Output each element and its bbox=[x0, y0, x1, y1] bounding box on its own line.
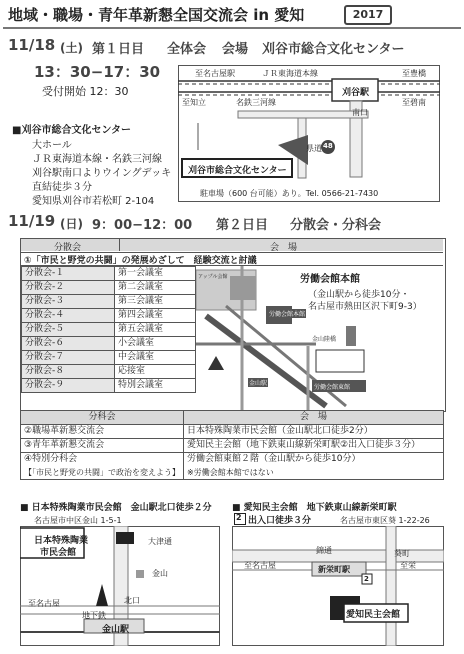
day1-date: 11/18 bbox=[8, 36, 56, 54]
groups-head-venue: 会 場 bbox=[270, 243, 298, 253]
venue-info-name: ■刈谷市総合文化センター bbox=[12, 125, 132, 136]
venue-info-exit: 刈谷駅南口よりウイングデッキ bbox=[32, 168, 172, 179]
group-row bbox=[22, 351, 196, 365]
map-meitetsu: 名鉄三河線 bbox=[236, 98, 276, 107]
venue-info-walk: 直結徒歩３分 bbox=[32, 182, 92, 193]
day2-label: 第２日目 bbox=[216, 218, 269, 233]
subgroup-name: ②職場革新懇交流会 bbox=[21, 425, 184, 439]
br-to-sakae: 至栄 bbox=[400, 561, 416, 570]
group-name: 分散会-４ bbox=[22, 309, 115, 323]
venue-info-lines: ＪＲ東海道本線・名鉄三河線 bbox=[32, 154, 162, 165]
subgroups-head bbox=[21, 411, 444, 425]
br-map bbox=[232, 526, 444, 646]
map-parking: 駐車場（600 台可能）あり。Tel. 0566-21-7430 bbox=[200, 189, 379, 198]
day1-weekday: (土) bbox=[60, 41, 83, 55]
group-name: 分散会-６ bbox=[22, 337, 115, 351]
group-name: 分散会-７ bbox=[22, 351, 115, 365]
map-route-no: 48 bbox=[323, 142, 333, 150]
day1-label: 第１日目 bbox=[92, 42, 145, 57]
subgroup-venue: 愛知民主会館（地下鉄東山線新栄町駅②出入口徒歩３分） bbox=[184, 439, 444, 453]
bl-title: ■ 日本特殊陶業市民会館 金山駅北口徒歩２分 bbox=[20, 503, 212, 513]
br-exit-mark: 2 bbox=[364, 575, 369, 583]
br-station: 新栄町駅 bbox=[318, 565, 350, 574]
group-row bbox=[22, 267, 196, 281]
special-name: ④特別分科会 bbox=[21, 453, 184, 467]
subgroups-head-venue: 会 場 bbox=[184, 411, 444, 425]
br-address: 名古屋市東区葵 1-22-26 bbox=[340, 516, 430, 525]
bl-subway: 地下鉄 bbox=[82, 611, 106, 620]
bl-address: 名古屋市中区金山 1-5-1 bbox=[34, 516, 122, 525]
br-street: 錦通 bbox=[316, 546, 332, 555]
kariya-map bbox=[178, 65, 440, 202]
special-row-1 bbox=[21, 453, 444, 467]
group-name: 分散会-３ bbox=[22, 295, 115, 309]
map-labor-hall: 労働会館本館 bbox=[269, 311, 306, 318]
map-south-exit: 南口 bbox=[352, 108, 368, 117]
bl-otsu: 大津通 bbox=[148, 537, 172, 546]
day2-date: 11/19 bbox=[8, 212, 56, 230]
br-to-nagoya: 至名古屋 bbox=[244, 561, 276, 570]
group-name: 分散会-１ bbox=[22, 267, 115, 281]
map-venue-box: 刈谷市総合文化センター bbox=[188, 166, 287, 176]
br-venue: 愛知民主会館 bbox=[346, 610, 401, 620]
group-room: 中会議室 bbox=[115, 351, 196, 365]
groups-theme: ①「市民と野党の共闘」の発展めざして 経験交流と討議 bbox=[24, 256, 257, 266]
venue-info-hall: 大ホール bbox=[32, 140, 72, 151]
year-badge: 2017 bbox=[344, 5, 392, 25]
day1-venue: 刈谷市総合文化センター bbox=[262, 42, 405, 57]
map-apple-hall: アップル会館 bbox=[198, 274, 228, 280]
special-row-2 bbox=[21, 466, 444, 480]
group-name: 分散会-２ bbox=[22, 281, 115, 295]
day1-time: 13：30−17：30 bbox=[34, 63, 161, 81]
groups-list bbox=[21, 266, 196, 393]
group-room: 第一会議室 bbox=[115, 267, 196, 281]
day1-reception: 受付開始 12：30 bbox=[42, 85, 129, 98]
br-aoi: 葵町 bbox=[394, 549, 410, 558]
venue-info-address: 愛知県刈谷市若松町 2-104 bbox=[32, 196, 155, 207]
map-jr-line: ＪＲ東海道本線 bbox=[262, 69, 318, 78]
bl-venue-1: 日本特殊陶業 bbox=[34, 536, 89, 546]
group-row bbox=[22, 337, 196, 351]
bl-venue-2: 市民会館 bbox=[40, 548, 77, 558]
bl-station: 金山駅 bbox=[102, 625, 130, 635]
group-room: 特別会議室 bbox=[115, 379, 196, 393]
group-row bbox=[22, 323, 196, 337]
subgroup-row bbox=[21, 425, 444, 439]
group-name: 分散会-９ bbox=[22, 379, 115, 393]
subgroups-head-group: 分科会 bbox=[21, 411, 184, 425]
group-row bbox=[22, 281, 196, 295]
day1-session: 全体会 bbox=[167, 42, 207, 57]
day1-venue-label: 会場 bbox=[222, 42, 249, 57]
group-name: 分散会-５ bbox=[22, 323, 115, 337]
group-room: 第二会議室 bbox=[115, 281, 196, 295]
labor-hall-line1: （金山駅から徒歩10分・ bbox=[308, 290, 410, 300]
special-theme: 【「市民と野党の共闘」で政治を変えよう】 bbox=[21, 466, 184, 480]
special-venue1: 労働会館東館２階（金山駅から徒歩10分） bbox=[184, 453, 444, 467]
group-room: 応接室 bbox=[115, 365, 196, 379]
subgroup-row bbox=[21, 439, 444, 453]
group-room: 小会議室 bbox=[115, 337, 196, 351]
day2-weekday: (日) bbox=[60, 217, 83, 231]
groups-head-group: 分散会 bbox=[54, 243, 82, 253]
group-room: 第五会議室 bbox=[115, 323, 196, 337]
br-exit-text: 出入口徒歩３分 bbox=[248, 516, 312, 526]
map-station: 刈谷駅 bbox=[342, 88, 370, 98]
map-overpass: 金山陸橋 bbox=[312, 336, 337, 343]
labor-hall-line2: 名古屋市熱田区沢下町9-3） bbox=[308, 302, 422, 312]
map-labor-east: 労働会館東館 bbox=[314, 384, 351, 391]
group-room: 第四会議室 bbox=[115, 309, 196, 323]
map-kanayama-st: 金山駅 bbox=[249, 380, 268, 387]
subgroups-table bbox=[20, 410, 444, 480]
map-to-nagoya: 至名古屋駅 bbox=[195, 69, 235, 78]
group-room: 第三会議室 bbox=[115, 295, 196, 309]
special-venue2: ※労働会館本館ではない bbox=[184, 466, 444, 480]
map-to-hekinan: 至碧南 bbox=[402, 98, 426, 107]
group-row bbox=[22, 309, 196, 323]
labor-hall-title: 労働会館本館 bbox=[300, 274, 360, 285]
group-row bbox=[22, 365, 196, 379]
map-route-label: 県道 bbox=[306, 144, 322, 153]
map-to-toyohashi: 至豊橋 bbox=[402, 69, 426, 78]
map-to-chiryu: 至知立 bbox=[182, 98, 206, 107]
subgroup-name: ③青年革新懇交流会 bbox=[21, 439, 184, 453]
page-title: 地域・職場・青年革新懇全国交流会 in 愛知 bbox=[8, 6, 305, 24]
br-exit-no: 2 bbox=[236, 513, 242, 522]
bl-north-exit: 北口 bbox=[124, 596, 140, 605]
group-row bbox=[22, 295, 196, 309]
br-title: ■ 愛知民主会館 地下鉄東山線新栄町駅 bbox=[232, 503, 397, 513]
group-name: 分散会-８ bbox=[22, 365, 115, 379]
day2-time: 9：00−12：00 bbox=[92, 218, 193, 233]
day2-session: 分散会・分科会 bbox=[290, 218, 382, 233]
bl-to-nagoya: 至名古屋 bbox=[28, 599, 60, 608]
group-row bbox=[22, 379, 196, 393]
subgroup-venue: 日本特殊陶業市民会館（金山駅北口徒歩2分） bbox=[184, 425, 444, 439]
bl-kanayama: 金山 bbox=[152, 569, 168, 578]
